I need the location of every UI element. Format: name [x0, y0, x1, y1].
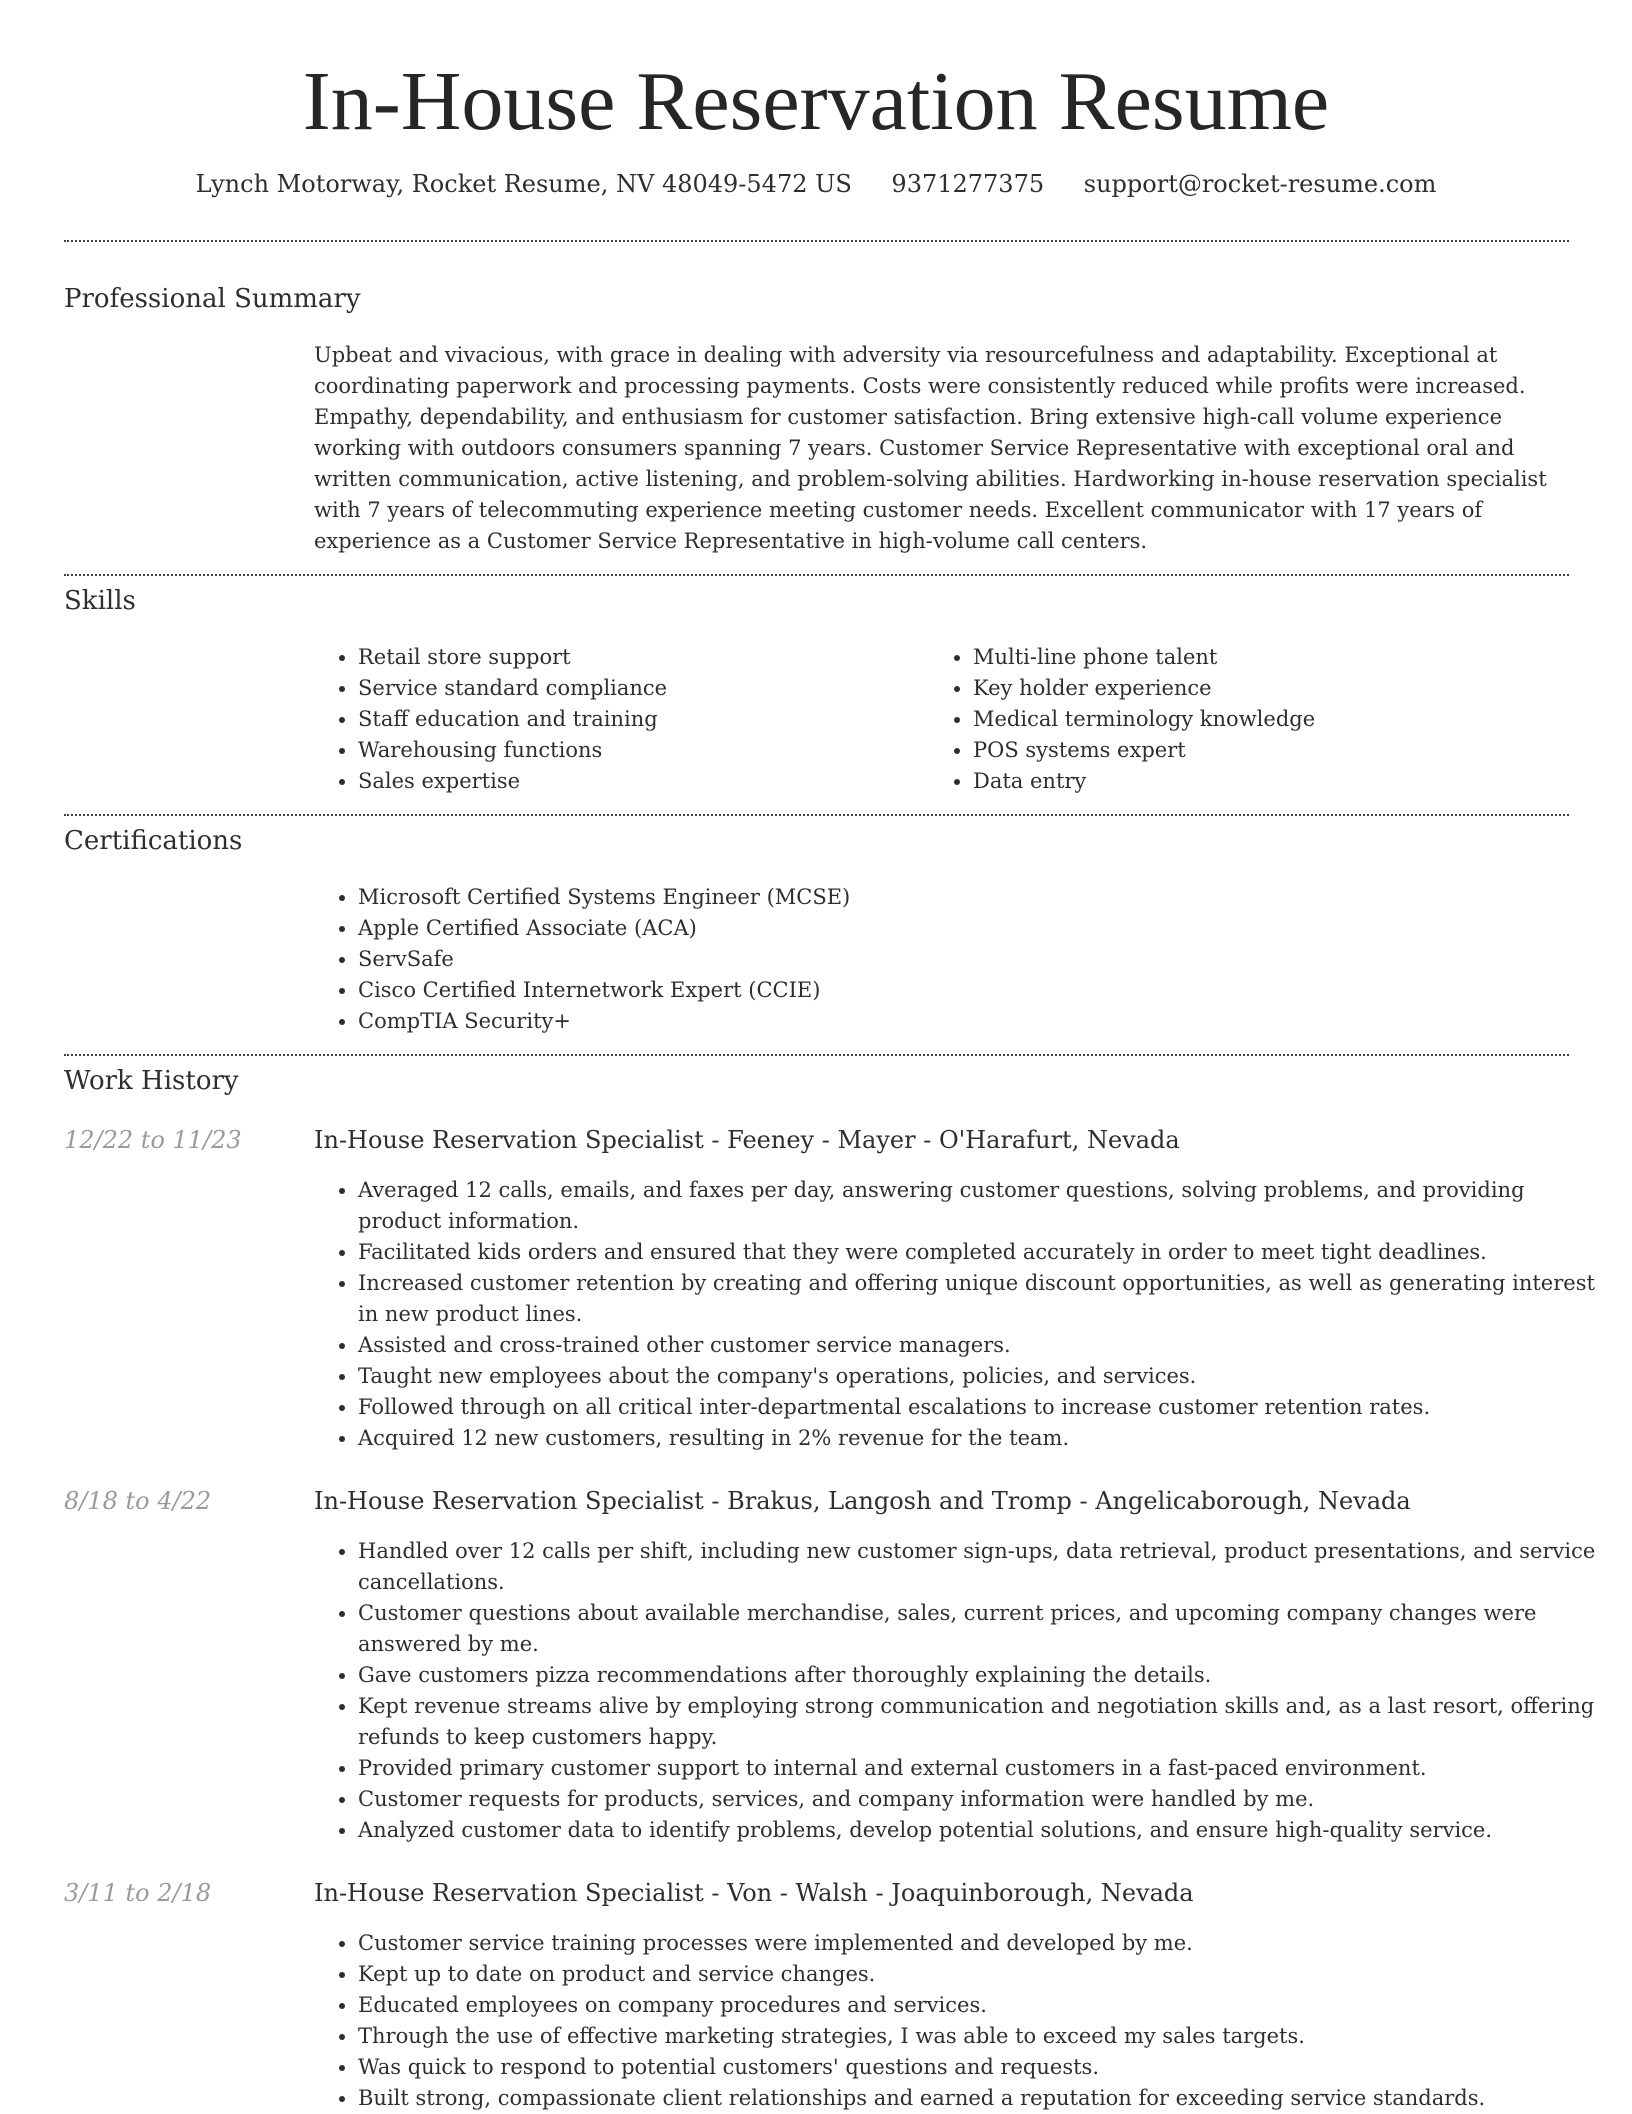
- job-bullet: • Assisted and cross-trained other customer service managers.: [358, 1330, 1614, 1361]
- job-title: In-House Reservation Specialist - Feeney - Mayer - O'Harafurt, Nevada: [314, 1126, 1180, 1154]
- job-bullet: • Through the use of effective marketing strategies, I was able to exceed my sales targets.: [358, 2021, 1614, 2052]
- certification-item: • Apple Certified Associate (ACA): [358, 913, 1558, 944]
- job-bullet: • Built strong, compassionate client relationships and earned a reputation for exceeding service standards.: [358, 2083, 1614, 2114]
- skill-item: • Key holder experience: [973, 673, 1573, 704]
- job-bullets: [314, 1928, 1614, 2114]
- certification-item: • CompTIA Security+: [358, 1006, 1558, 1037]
- contact-address: Lynch Motorway, Rocket Resume, NV 48049-5472 US: [195, 170, 852, 198]
- skills-heading: Skills: [64, 586, 136, 616]
- job-bullet: • Kept up to date on product and service changes.: [358, 1959, 1614, 1990]
- certification-item: • ServSafe: [358, 944, 1558, 975]
- certification-item: • Microsoft Certified Systems Engineer (MCSE): [358, 882, 1558, 913]
- job-bullet: • Customer requests for products, services, and company information were handled by me.: [358, 1784, 1614, 1815]
- job-bullet: • Taught new employees about the company's operations, policies, and services.: [358, 1361, 1614, 1392]
- skills-list-right: [929, 642, 1573, 797]
- job-bullet: • Was quick to respond to potential customers' questions and requests.: [358, 2052, 1614, 2083]
- job-bullet: • Customer service training processes were implemented and developed by me.: [358, 1928, 1614, 1959]
- divider: [64, 574, 1569, 576]
- skills-list-left: [314, 642, 928, 797]
- contact-line: [0, 170, 1632, 198]
- job-title: In-House Reservation Specialist - Brakus, Langosh and Tromp - Angelicaborough, Nevada: [314, 1487, 1411, 1515]
- skill-item: • Medical terminology knowledge: [973, 704, 1573, 735]
- certifications-heading: Certifications: [64, 826, 243, 856]
- job-bullet: • Educated employees on company procedures and services.: [358, 1990, 1614, 2021]
- summary-text: Upbeat and vivacious, with grace in dealing with adversity via resourcefulness and adaptability. Exceptional at coordinating paperwork and processing payments. Costs were consistently reduced while profits were increased. Empathy, dependability, and enthusiasm for customer satisfaction. Bring extensive high-call volume experience working with outdoors consumers spanning 7 years. Customer Service Representative with exceptional oral and written communication, active listening, and problem-solving abilities. Hardworking in-house reservation specialist with 7 years of telecommuting experience meeting customer needs. Excellent communicator with 17 years of experience as a Customer Service Representative in high-volume call centers.: [314, 343, 1547, 553]
- skill-item: • Data entry: [973, 766, 1573, 797]
- skill-item: • Multi-line phone talent: [973, 642, 1573, 673]
- contact-email: support@rocket-resume.com: [1083, 170, 1437, 198]
- certifications-list: [314, 882, 1558, 1037]
- job-bullet: • Followed through on all critical inter-departmental escalations to increase customer retention rates.: [358, 1392, 1614, 1423]
- job-bullets: [314, 1536, 1614, 1846]
- job-bullet: • Facilitated kids orders and ensured that they were completed accurately in order to meet tight deadlines.: [358, 1237, 1614, 1268]
- job-dates: 12/22 to 11/23: [64, 1126, 242, 1154]
- skill-item: • POS systems expert: [973, 735, 1573, 766]
- job-bullet: • Provided primary customer support to internal and external customers in a fast-paced environment.: [358, 1753, 1614, 1784]
- job-dates: 3/11 to 2/18: [64, 1879, 212, 1907]
- work-heading: Work History: [64, 1066, 239, 1096]
- job-bullet: • Acquired 12 new customers, resulting in 2% revenue for the team.: [358, 1423, 1614, 1454]
- skill-item: • Staff education and training: [358, 704, 928, 735]
- resume-title: In-House Reservation Resume: [302, 55, 1330, 148]
- skill-item: • Service standard compliance: [358, 673, 928, 704]
- divider: [64, 814, 1569, 816]
- summary-heading: Professional Summary: [64, 284, 361, 314]
- contact-phone: 9371277375: [891, 170, 1045, 198]
- job-bullet: • Increased customer retention by creating and offering unique discount opportunities, as well as generating interest in new product lines.: [358, 1268, 1614, 1330]
- job-title: In-House Reservation Specialist - Von - Walsh - Joaquinborough, Nevada: [314, 1879, 1194, 1907]
- skill-item: • Retail store support: [358, 642, 928, 673]
- job-bullet: • Handled over 12 calls per shift, including new customer sign-ups, data retrieval, product presentations, and service cancellations.: [358, 1536, 1614, 1598]
- job-bullet: • Analyzed customer data to identify problems, develop potential solutions, and ensure high-quality service.: [358, 1815, 1614, 1846]
- skill-item: • Sales expertise: [358, 766, 928, 797]
- divider: [64, 240, 1569, 242]
- divider: [64, 1054, 1569, 1056]
- job-bullets: [314, 1175, 1614, 1454]
- job-dates: 8/18 to 4/22: [64, 1487, 212, 1515]
- job-bullet: • Kept revenue streams alive by employing strong communication and negotiation skills and, as a last resort, offering refunds to keep customers happy.: [358, 1691, 1614, 1753]
- certification-item: • Cisco Certified Internetwork Expert (CCIE): [358, 975, 1558, 1006]
- job-bullet: • Customer questions about available merchandise, sales, current prices, and upcoming company changes were answered by me.: [358, 1598, 1614, 1660]
- skill-item: • Warehousing functions: [358, 735, 928, 766]
- job-bullet: • Gave customers pizza recommendations after thoroughly explaining the details.: [358, 1660, 1614, 1691]
- job-bullet: • Averaged 12 calls, emails, and faxes per day, answering customer questions, solving problems, and providing product information.: [358, 1175, 1614, 1237]
